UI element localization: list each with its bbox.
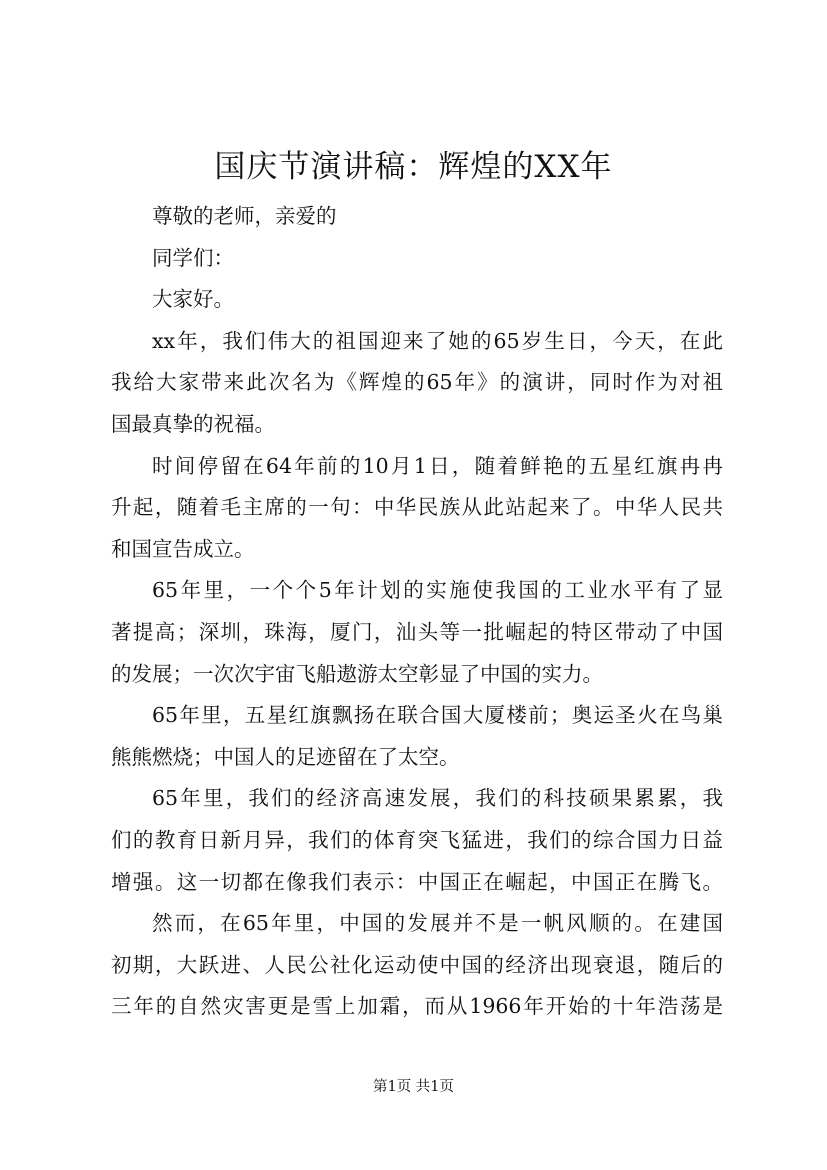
body-line: 65年里，五星红旗飘扬在联合国大厦楼前；奥运圣火在鸟巢	[152, 703, 723, 728]
body-line: 升起，随着毛主席的一句：中华民族从此站起来了。中华人民共	[111, 495, 723, 520]
body-line: 大家好。	[152, 287, 234, 312]
body-line: 著提高；深圳，珠海，厦门，汕头等一批崛起的特区带动了中国	[111, 619, 723, 644]
body-line: 尊敬的老师，亲爱的	[152, 204, 337, 228]
body-line: 65年里，我们的经济高速发展，我们的科技硕果累累，我	[152, 786, 723, 811]
body-line: xx年，我们伟大的祖国迎来了她的65岁生日，今天，在此	[152, 328, 723, 353]
body-line: 时间停留在64年前的10月1日，随着鲜艳的五星红旗冉冉	[152, 453, 723, 478]
body-line: 和国宣告成立。	[111, 536, 255, 561]
body-line: 同学们：	[152, 245, 234, 270]
body-line: 65年里，一个个5年计划的实施使我国的工业水平有了显	[152, 578, 723, 603]
body-line: 三年的自然灾害更是雪上加霜，而从1966年开始的十年浩荡是	[111, 994, 723, 1019]
body-line: 们的教育日新月异，我们的体育突飞猛进，我们的综合国力日益	[111, 827, 723, 852]
body-line: 我给大家带来此次名为《辉煌的65年》的演讲，同时作为对祖	[111, 370, 723, 395]
document-title: 国庆节演讲稿：辉煌的XX年	[214, 149, 613, 185]
body-line: 熊熊燃烧；中国人的足迹留在了太空。	[111, 744, 460, 769]
body-line: 增强。这一切都在像我们表示：中国正在崛起，中国正在腾飞。	[111, 869, 723, 894]
page-footer: 第1页 共1页	[372, 1079, 455, 1095]
body-line: 的发展；一次次宇宙飞船遨游太空彰显了中国的实力。	[111, 661, 603, 686]
body-line: 初期，大跃进、人民公社化运动使中国的经济出现衰退，随后的	[111, 952, 723, 977]
document-body	[111, 196, 723, 1028]
body-line: 然而，在65年里，中国的发展并不是一帆风顺的。在建国	[152, 911, 723, 936]
body-line: 国最真挚的祝福。	[111, 411, 275, 436]
